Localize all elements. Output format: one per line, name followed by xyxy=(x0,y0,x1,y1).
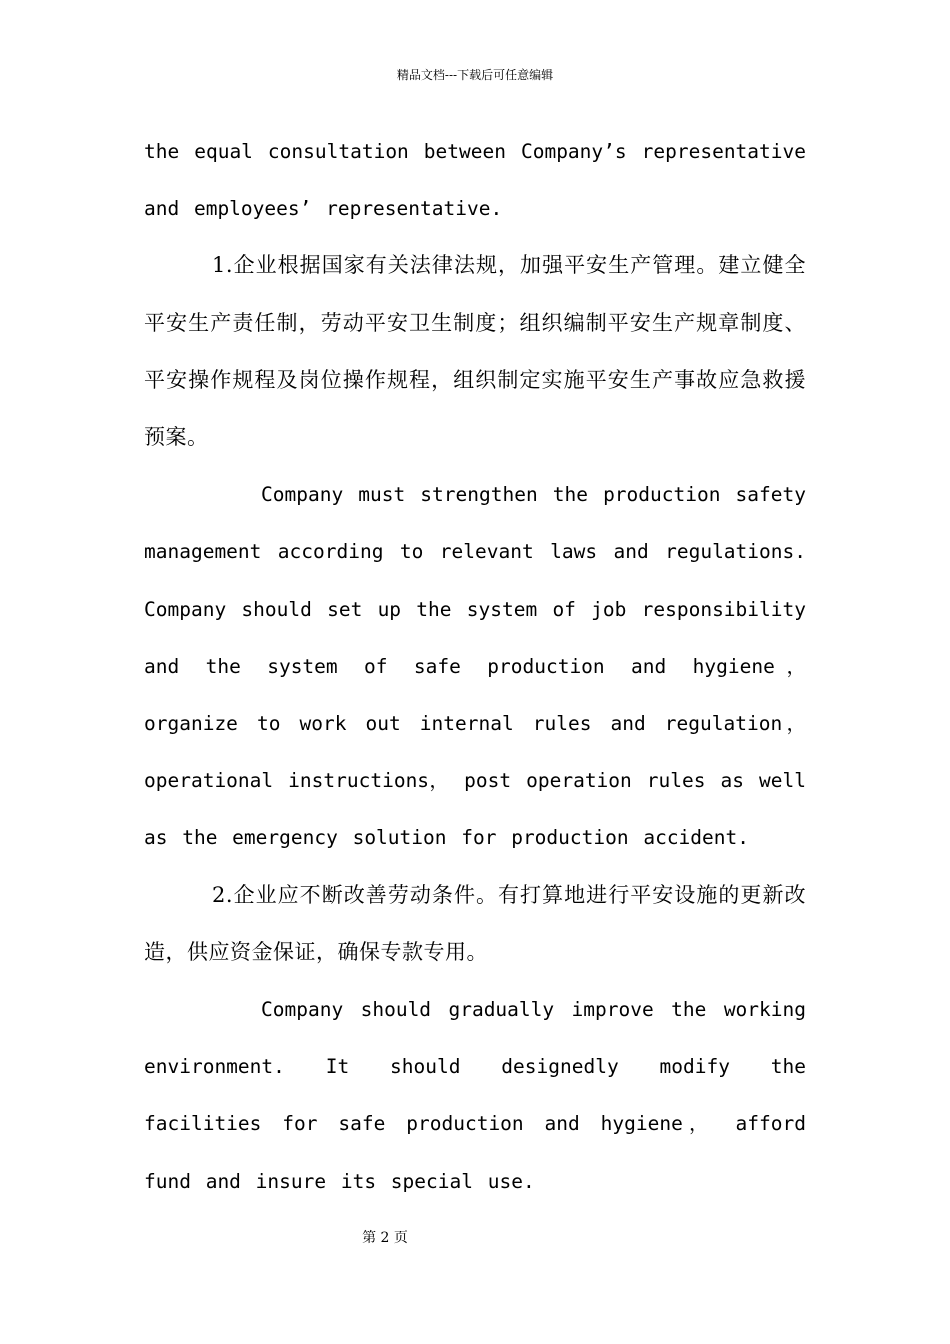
page-number: 第 2 页 xyxy=(362,1230,408,1246)
paragraph-2-en: Company should gradually improve the working environment. It should designedly modify the facilities for safe production and hygiene， afford fund and insure its special use. xyxy=(144,998,806,1193)
document-body xyxy=(144,123,806,1210)
paragraph-1-en: Company must strengthen the production safety management according to relevant laws and regulations. Company should set up the system of job responsibility and the system of safe production and hygiene， organize to work out internal rules and regulation， operational instructions， post operation rules as well as the emergency solution for production accident. xyxy=(144,483,806,850)
paragraph-continuation-en: the equal consultation between Company’s representative and employees’ representative. xyxy=(144,140,806,221)
page-header: 精品文档---下载后可任意编辑 xyxy=(396,68,554,82)
paragraph-1-zh: 1.企业根据国家有关法律法规，加强平安生产管理。建立健全平安生产责任制，劳动平安卫生制度；组织编制平安生产规章制度、平安操作规程及岗位操作规程，组织制定实施平安生产事故应急救援预案。 xyxy=(144,253,806,450)
paragraph-2-zh: 2.企业应不断改善劳动条件。有打算地进行平安设施的更新改造，供应资金保证，确保专款专用。 xyxy=(144,882,806,964)
